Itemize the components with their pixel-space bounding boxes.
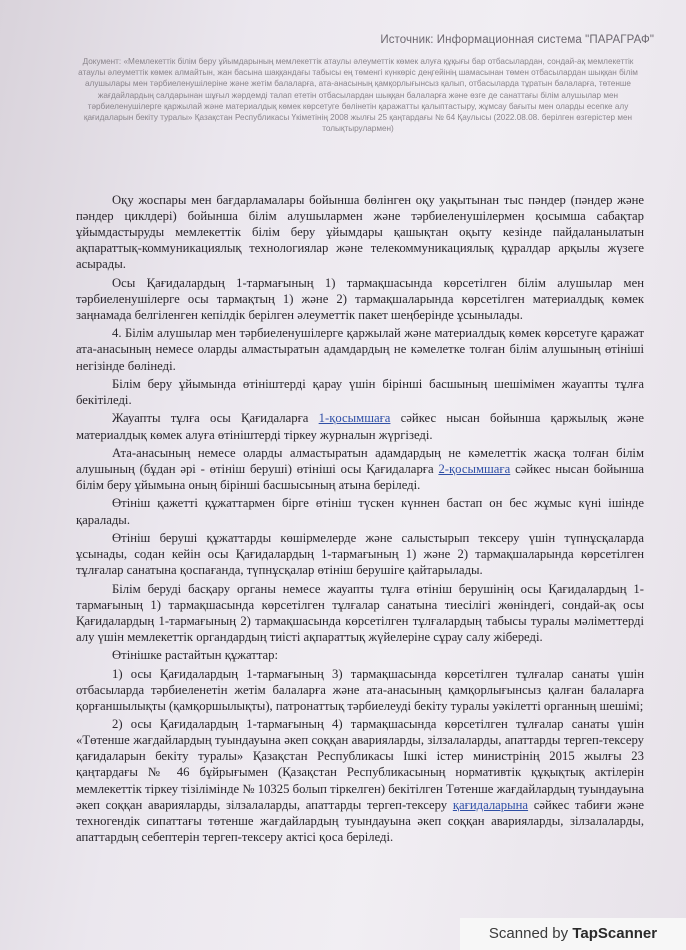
scanner-brand: TapScanner — [572, 925, 658, 942]
document-body — [76, 192, 644, 847]
rules-link[interactable]: қағидаларына — [452, 797, 529, 812]
paragraph: Осы Қағидалардың 1-тармағының 1) тармақшасында көрсетілген білім алушылар мен тәрбиеленушілерге осы тармақтың 1) және 2) тармақшаларында көрсетілген материалдық көмек заңнамада белгіленген кепілдік берілген әлеуметтік пакет шеңберінде ұсынылады. — [76, 275, 644, 322]
text: 2) осы Қағидалардың 1-тармағының 4) тармақшасында көрсетілген тұлғалар санаты үшін «Төтенше жағдайлардың туындауына әкеп соққан аварияларды, зілзалаларды, апаттарды тергеп-тексеру қағидаларын бекіту туралы» Қазақстан Республикасы Ішкі істер министрінің 2015 жылғы 23 қаңтардағы № 46 бұйрығымен (Қазақстан Республикасының нормативтік құқықтық актілерін мемлекеттік тіркеу тізілімінде № 10325 болып тіркелген) бекітілген Төтенше жағдайлардың туындауына әкеп соққан аварияларды, зілзалаларды, апаттарды тергеп-тексеру — [76, 717, 644, 812]
paragraph: Өтінішке растайтын құжаттар: — [112, 648, 279, 663]
paragraph — [76, 410, 644, 442]
list-item — [76, 716, 644, 845]
text: сәйкес нысан бойынша білім беру ұйымына оның бірінші басшысының атына беріледі. — [76, 461, 644, 493]
scanner-watermark — [460, 918, 686, 950]
paragraph: Білім беру ұйымында өтініштерді қарау үшін бірінші басшының шешімімен жауапты тұлға бекітіледі. — [76, 376, 644, 408]
paragraph: 4. Білім алушылар мен тәрбиеленушілерге қаржылай және материалдық көмек көрсетуге қаражат ата-анасының немесе оларды алмастыратын адамдардың не кәмелетке толған білім алушының өтініші негізінде бөлінеді. — [76, 326, 644, 373]
paragraph — [76, 445, 644, 493]
document-info: Документ: «Мемлекеттік білім беру ұйымдарының мемлекеттік атаулы әлеуметтік көмек алуға құқығы бар отбасылардан, сондай-ақ мемлекеттік атаулы әлеуметтік көмек алмайтын, жан басына шаққандағы табысы ең төменгі күнкөріс деңгейінің шамасынан төмен отбасылардан шыққан білім алушылары мен тәрбиеленушілеріне және жетім балаларға, ата-анасының қамқорлығынсыз қалып, отбасыларда тұратын балаларға, төтенше жағдайлардың салдарынан шұғыл жәрдемді талап ететін отбасылардан шыққан балаларға және өзге де санаттағы білім алушылар мен тәрбиеленушілерге қаржылай және материалдық көмек көрсетуге бөлінетін қаражатты қалыптастыру, жұмсау бағыты мен оларды есепке алу қағидаларын бекіту туралы» Қазақстан Республикасы Үкіметінің 2008 жылғы 25 қаңтардағы № 64 Қаулысы (2022.08.08. берілген өзгерістер мен толықтырулармен) — [78, 57, 638, 134]
text: сәйкес нысан бойынша қаржылық және материалдық көмек алуға өтініштерді тіркеу журналын жүргізеді. — [76, 411, 644, 442]
paragraph: Білім беруді басқару органы немесе жауапты тұлға өтініш берушінің осы Қағидалардың 1-тармағының 1) тармақшасында көрсетілген тұлғалар санатына тиесілігі жөніндегі, сондай-ақ осы Қағидалардың 1-тармағының 2) тармақшасында көрсетілген тұлғалардың табысы туралы мәліметтерді алу үшін мемлекеттік органдардың тиісті ақпараттық жүйелеріне сұрау салу жібереді. — [76, 581, 644, 644]
text: Ата-анасының немесе оларды алмастыратын адамдардың не кәмелеттік жасқа толған білім алушының (бұдан әрі - өтініш беруші) өтініші осы Қағидаларға — [76, 445, 644, 476]
list-item: 1) осы Қағидалардың 1-тармағының 3) тармақшасында көрсетілген тұлғалар санаты үшін отбасыларда тәрбиеленетін жетім балаларға және ата-анасының қамқорлығынсыз қалған балаларға қорғаншылықты (қамқоршылықты), патронаттық тәрбиелеуді бекіту туралы уәкілетті органның шешімі; — [76, 666, 644, 713]
source-line: Источник: Информационная система "ПАРАГРАФ" — [380, 34, 654, 46]
paragraph: Өтініш қажетті құжаттармен бірге өтініш түскен күннен бастап он бес жұмыс күні ішінде қаралады. — [76, 496, 644, 527]
paragraph: Оқу жоспары мен бағдарламалары бойынша бөлінген оқу уақытынан тыс пәндер (пәндер және пәндер циклдері) бойынша білім алушылармен және тәрбиеленушілермен қосымша сабақтар ұйымдастыруды мемлекеттік білім беру ұйымдары қашықтан оқыту кезінде пайдаланылатын ақпараттық-коммуникациялық технологиялар және телекоммуникациялық құралдар арқылы жүзеге асырады. — [76, 193, 644, 272]
scanned-by-text: Scanned by — [488, 925, 573, 942]
text: Жауапты тұлға осы Қағидаларға — [112, 411, 319, 426]
appendix-1-link[interactable]: 1-қосымшаға — [318, 411, 391, 426]
text: сәйкес табиғи және техногендік сипаттағы төтенше жағдайлардың туындауына әкеп соққан аварияларды, зілзалаларды, апаттардың себептерін тергеп-тексеру актісі қоса беріледі. — [76, 797, 644, 844]
paragraph: Өтініш беруші құжаттарды көшірмелерде және салыстырып тексеру үшін түпнұсқаларда ұсынады, содан кейін осы Қағидалардың 1-тармағының 1) және 2) тармақшаларында көрсетілген тұлғалар санатына қоспағанда, түпнұсқалар өтініш берушіге қайтарылады. — [76, 530, 644, 578]
appendix-2-link[interactable]: 2-қосымшаға — [438, 461, 511, 476]
